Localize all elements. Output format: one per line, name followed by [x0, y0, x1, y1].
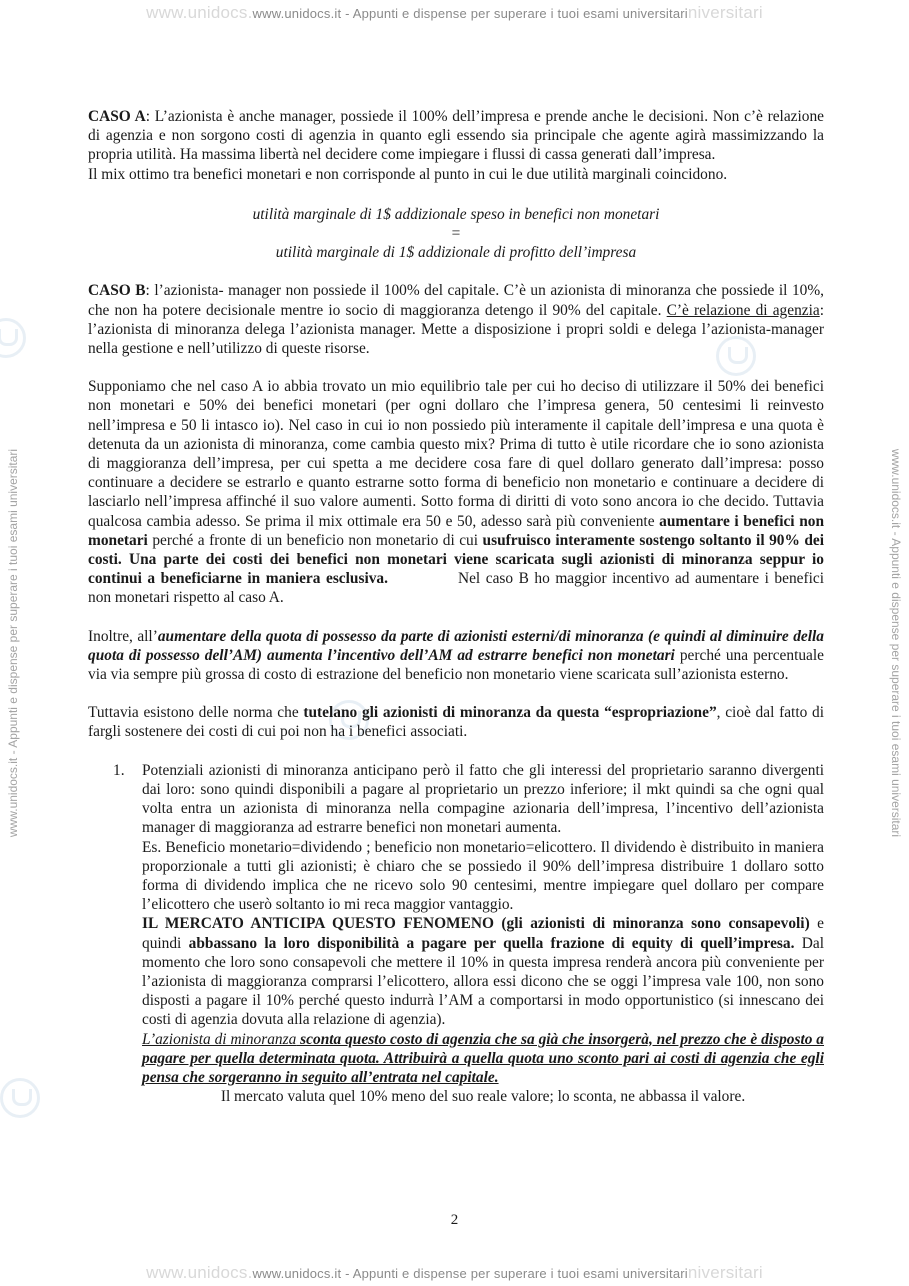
list-item-p3-bold-2: abbassano la loro disponibilità a pagare per quella frazione di equity di quell’impresa. [188, 934, 795, 952]
paragraph-mix: Il mix ottimo tra benefici monetari e non corrisponde al punto in cui le due utilità marginali coincidono. [88, 165, 728, 183]
inoltre-bold-italic: aumentare della quota di possesso da parte di azionisti esterni/di minoranza (e quindi al diminuire della quota di possesso dell’AM) aumenta l’incentivo dell’AM ad estrarre benefici non monetari [88, 627, 824, 664]
caso-a-label: CASO A [88, 108, 146, 125]
list-item-p3-bold: IL MERCATO ANTICIPA QUESTO FENOMENO (gli azionisti di minoranza sono consapevoli) [142, 915, 810, 933]
supponiamo-bold-1: aumentare i benefici non monetari [88, 512, 825, 549]
list-item-paragraph-4 [142, 1030, 824, 1088]
list-item-p3-text-1: e quindi [142, 915, 824, 952]
formula-equals: = [451, 225, 461, 243]
caso-b-underlined: C’è relazione di agenzia [666, 301, 820, 319]
list-item-number: 1. [113, 761, 125, 779]
tuttavia-text-1: Tuttavia esistono delle norma che [88, 704, 304, 722]
list-item-p4-italic: L’azionista di minoranza [142, 1030, 297, 1048]
watermark-faint-left: www.unidocs. [146, 1263, 253, 1282]
paragraph-supponiamo [88, 377, 824, 607]
watermark-logo-icon [0, 1078, 40, 1118]
document-body [88, 107, 824, 1106]
watermark-banner-top [0, 2, 909, 24]
watermark-banner-bottom [0, 1262, 909, 1284]
list-item [88, 761, 824, 1107]
supponiamo-bold-2: usufruisco interamente sostengo soltanto il 90% dei costi. Una parte dei costi dei benefici non monetari viene scaricata sugli azionisti di minoranza seppur io continui a beneficiarne in maniera esclusiva. [88, 531, 824, 588]
inoltre-text-1: Inoltre, all’ [88, 627, 158, 645]
paragraph-tuttavia [88, 703, 824, 741]
list-item-paragraph-3 [142, 914, 824, 1029]
list-item-paragraph-5: Il mercato valuta quel 10% meno del suo reale valore; lo sconta, ne abbassa il valore. [220, 1088, 746, 1106]
caso-b-label: CASO B [88, 282, 146, 300]
supponiamo-text-2: perché a fronte di un beneficio non monetario di cui [147, 531, 483, 549]
page-number: 2 [450, 1212, 459, 1228]
tuttavia-bold: tutelano gli azionisti di minoranza da questa “espropriazione” [303, 704, 717, 722]
formula-line-2: utilità marginale di 1$ addizionale di profitto dell’impresa [275, 244, 637, 262]
watermark-faint-right: niversitari [687, 3, 763, 22]
watermark-banner-text: www.unidocs.it - Appunti e dispense per superare i tuoi esami universitari [252, 6, 688, 21]
watermark-side-left-text: www.unidocs.it - Appunti e dispense per superare i tuoi esami universitari [6, 448, 20, 838]
watermark-side-right [885, 0, 907, 1286]
caso-b-text-before: : l’azionista- manager non possiede il 100% del capitale. C’è un azionista di minoranza che possiede il 10%, che non ha potere decisionale mentre io socio di maggioranza detengo il 90% del capitale. [88, 282, 824, 319]
paragraph-caso-a [88, 107, 824, 165]
watermark-banner-text: www.unidocs.it - Appunti e dispense per superare i tuoi esami universitari [252, 1266, 688, 1281]
list-item-body [142, 761, 824, 1107]
watermark-faint-left: www.unidocs. [146, 3, 253, 22]
caso-b-text-after: : l’azionista di minoranza delega l’azionista manager. Mette a disposizione i propri soldi e delega l’azionista-manager nella gestione e nell’utilizzo di queste risorse. [88, 301, 824, 358]
list-item-p4-bold-italic: sconta questo costo di agenzia che sa già che insorgerà, nel prezzo che è disposto a pagare per quella determinata quota. Attribuirà a quella quota uno sconto pari ai costi di agenzia che egli pensa che sorgeranno in seguito all’entrata nel capitale. [142, 1030, 825, 1086]
tuttavia-text-2: , cioè dal fatto di fargli sostenere dei costi di cui poi non ha i benefici associati. [88, 704, 824, 741]
list-item-paragraph-1: Potenziali azionisti di minoranza anticipano però il fatto che gli interessi del proprietario saranno divergenti dai loro: sono quindi disponibili a pagare al proprietario un prezzo inferiore; il mkt quindi sa che ogni qual volta entra un azionista di minoranza nella compagine azionaria dell’impresa, l’incentivo dell’azionista manager di maggioranza ad estrarre benefici non monetari aumenta. [142, 761, 824, 837]
paragraph-caso-b [88, 281, 824, 358]
list-item-paragraph-2: Es. Beneficio monetario=dividendo ; beneficio non monetario=elicottero. Il dividendo è distribuito in maniera proporzionale a tutti gli azionisti; è chiaro che se possiedo il 90% dell’impresa distribuire 1 dollaro sotto forma di dividendo implica che ne ricevo solo 90 centesimi, mentre impiegare quel dollaro per compare l’elicottero che userò soltanto io mi reca maggior vantaggio. [142, 838, 824, 914]
inoltre-text-2: perché una percentuale via via sempre più grossa di costo di estrazione del beneficio non monetario viene scaricata sull’azionista esterno. [88, 646, 824, 684]
watermark-faint-right: niversitari [687, 1263, 763, 1282]
list-item-p3-text-2: Dal momento che loro sono consapevoli che mettere il 10% in questa impresa renderà ancora più conveniente per l’azionista di maggioranza comprarsi l’elicottero, allora essi dicono che se oggi l’impresa vale 100, non sono disposti a pagare il 10% perché questo indurrà l’AM a comportarsi in modo opportunistico (si innescano dei costi di agenzia dovuta alla relazione di agenzia). [142, 934, 824, 1029]
formula-line-1: utilità marginale di 1$ addizionale speso in benefici non monetari [252, 205, 660, 223]
watermark-side-right-text: www.unidocs.it - Appunti e dispense per superare i tuoi esami universitari [889, 448, 903, 838]
supponiamo-text-3: Nel caso B ho maggior incentivo ad aumentare i benefici non monetari rispetto al caso A. [88, 570, 824, 607]
paragraph-inoltre [88, 627, 824, 685]
supponiamo-text-1: Supponiamo che nel caso A io abbia trovato un mio equilibrio tale per cui ho deciso di utilizzare il 50% dei benefici non monetari e 50% dei benefici monetari (per ogni dollaro che l’impresa genera, 50 centesimi li reinvesto nell’impresa e 50 li intasco io). Nel caso in cui io non possiedo più interamente il capitale dell’impresa e una quota è detenuta da un azionista di minoranza, come cambia questo mix? Prima di tutto è utile ricordare che io sono azionista di maggioranza dell’impresa, per cui spetta a me decidere cosa fare di quel dollaro generato dall’impresa: posso continuare a decidere se estrarlo e quanto estrarne sotto forma di beneficio non monetario e continuare a decidere di lasciarlo nell’impresa affinché il suo valore aumenti. Sotto forma di diritti di voto sono ancora io che decido. Tuttavia qualcosa cambia adesso. Se prima il mix ottimale era 50 e 50, adesso sarà più conveniente [88, 378, 824, 530]
caso-a-text: : L’azionista è anche manager, possiede il 100% dell’impresa e prende anche le decisioni. Non c’è relazione di agenzia e non sorgono costi di agenzia in quanto egli essendo sia principale che agente agirà massimizzando la propria utilità. Ha massima libertà nel decidere come impiegare i flussi di cassa generati dall’impresa. [88, 108, 824, 164]
